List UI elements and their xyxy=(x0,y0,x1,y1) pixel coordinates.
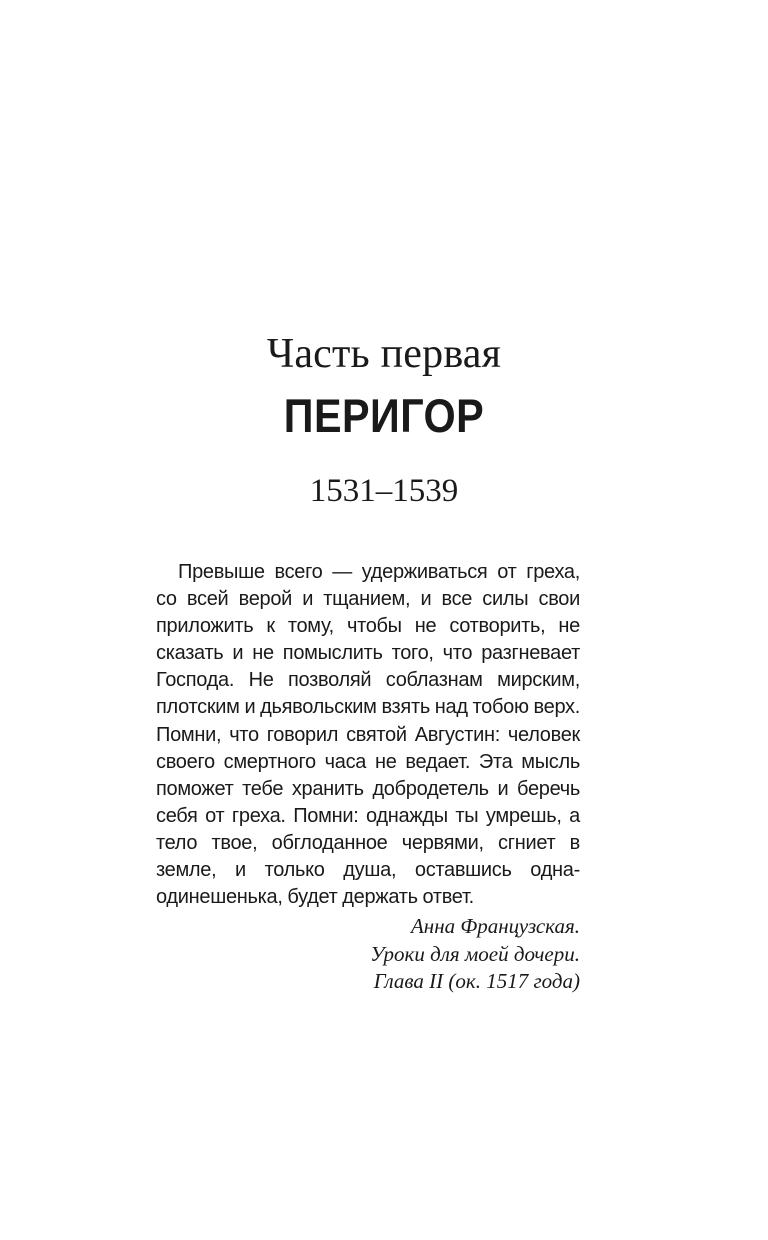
year-range: 1531–1539 xyxy=(309,473,459,509)
epigraph xyxy=(156,559,580,996)
source-chapter: Глава II (ок. 1517 года) xyxy=(373,969,580,994)
part-label: Часть первая xyxy=(266,331,502,377)
part-title: ПЕРИГОР xyxy=(283,389,485,442)
source-author: Анна Французская. xyxy=(410,914,580,939)
source-work: Уроки для моей дочери. xyxy=(370,941,580,966)
epigraph-text: Превыше всего — удерживаться от греха, со всей верой и тщанием, и все силы свои приложить к тому, чтобы не сотворить, не сказать и не помыслить того, что разгневает Господа. Не позволяй соблазнам мирским, плотским и дьявольским взять над тобою верх. Помни, что говорил святой Августин: человек своего смертного часа не ведает. Эта мысль поможет тебе хранить добродетель и беречь себя от греха. Помни: однажды ты умрешь, а тело твое, обглоданное червями, сгниет в земле, и только душа, оставшись одна-одинешенька, будет держать ответ. xyxy=(156,561,580,909)
epigraph-source xyxy=(156,913,580,996)
